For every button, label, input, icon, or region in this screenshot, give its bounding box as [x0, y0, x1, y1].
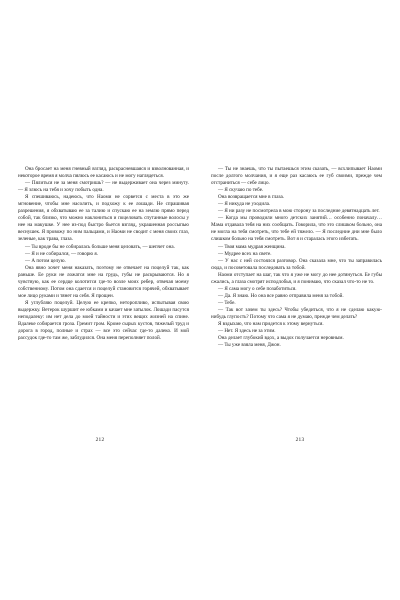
- paragraph: — Я никуда не уходила.: [218, 201, 271, 208]
- paragraph: — Так вот зачем ты здесь? Чтобы убедиться, что я не сделаю какую-нибудь глупость? Потому что сама я не думаю, прежде чем делать?: [211, 306, 382, 320]
- paragraph: Я спешиваюсь, надеюсь, что Наоми не сорвется с места в это же мгновение, чтобы мне насолить, и подхожу к ее лошади. Не спрашивая разрешения, я обхватываю ее за талию и спускаю ее на землю прямо перед собой, так близко, что можно наклониться и поцеловать спутанные волосы у нее на макушке. У нее из-под быстро бьется взгляд, украшенная россыпью веснушек. Я провожу по ним пальцами, и Наоми не сводит с меня своих глаз, зеленые, как трава, глаза.: [18, 194, 189, 243]
- right-page: [200, 0, 400, 600]
- paragraph: — Твоя мама мудрая женщина.: [218, 243, 286, 250]
- paragraph: Она делает глубокий вдох, а выдох получается неровным.: [218, 335, 344, 342]
- paragraph: Она бросает на меня гневный взгляд, раскрасневшаяся и взволнованная, и некоторое время я молча пялюсь ее касаюсь и не могу наглядеться.: [18, 166, 189, 180]
- paragraph: — Мудрее всех на свете.: [218, 250, 272, 257]
- paragraph: — Я сама могу о себе позаботиться.: [218, 285, 297, 292]
- paragraph: — Тебе.: [218, 299, 236, 306]
- paragraph: — Ты не знаешь, что ты пытаешься этим сказать, — всхлипывает Наоми после долгого молчания, и я еще раз касаюсь ее губ своими, прежде чем отстраниться — себе лицо.: [211, 166, 382, 187]
- page-number: 213: [295, 437, 305, 443]
- paragraph: — Ты уже взяла меня, Джон.: [218, 342, 281, 349]
- paragraph: — Когда мы проводили много детских занятий… особенно поначалу… Мама отдавала тебя на них сообщать. Говорила, что это слишком больно, она не могла на тебя смотреть, что тебе ей тяжело. — Я последние дни мне было слишком больно на тебя смотреть. Вот я и старалась этого избегать.: [211, 215, 382, 243]
- paragraph: Она возвращается мне в глаза.: [218, 194, 285, 201]
- paragraph: — Нет. Я здесь не за этим.: [218, 328, 276, 335]
- paragraph: — Да. Я знаю. Но она все равно отправила меня за тобой.: [218, 292, 344, 299]
- paragraph: — Я ни разу не посмотрела в мою сторону за последние девятнадцать лет.: [218, 208, 380, 215]
- paragraph: — Я скучаю по тебе.: [218, 187, 264, 194]
- paragraph: Она явно хочет меня наказать, поэтому не отвечает на поцелуй так, как раньше. Ее руки не ложатся мне на грудь, губы не раскрываются. Но я чувствую, как ее сердце колотится где-то возле моих ребер, отвечая моему собственному. Потом она сдается и поцелуй становится горячей, обхватывает мое лицо руками и тянет на себя. Я прощен.: [18, 264, 189, 299]
- paragraph: — Ты вроде бы не собиралась больше меня целовать, — шепчет она.: [25, 243, 175, 250]
- paragraph: Я вздыхаю, что нам придется к этому вернуться.: [218, 321, 324, 328]
- right-page-text: [211, 166, 382, 349]
- paragraph: — Я и не собирался, — говорю я.: [25, 250, 99, 257]
- left-page-text: [18, 166, 189, 342]
- paragraph: — У нас с ней состоялся разговор. Она сказала мне, что ты заправилась сюда, и посоветовала последовать за тобой.: [211, 257, 382, 271]
- paragraph: Я углубляю поцелуй. Целую ее крепко, неторопливо, испытывая свою выдержку. Ветерок шуршит ее юбками и качает мне затылок. Лошади пасутся неподалеку: им нет дела до моей тайности и этих вещих жизней на спине. Вдалеке собирается гроза. Гремит гром. Кроме сырых кустов, тяжелый труд и дорога в город, полные и страх — все это сейчас где-то далеко. И мой рассудок где-то там же, заблудился. Она меня переполняет полой.: [18, 299, 189, 342]
- page-number: 212: [95, 437, 105, 443]
- paragraph: — Пялиться не за меня смотришь? — не выдерживает она через минуту. — Я злюсь на тебя и хочу побыть одна.: [18, 180, 189, 194]
- paragraph: — А потом целую.: [25, 257, 66, 264]
- paragraph: Наоми отступает на шаг, так что я уже не могу до нее дотянуться. Ее губы сжались, а глаза смотрят исподлобья, и я понимаю, что сказал что-то не то.: [211, 271, 382, 285]
